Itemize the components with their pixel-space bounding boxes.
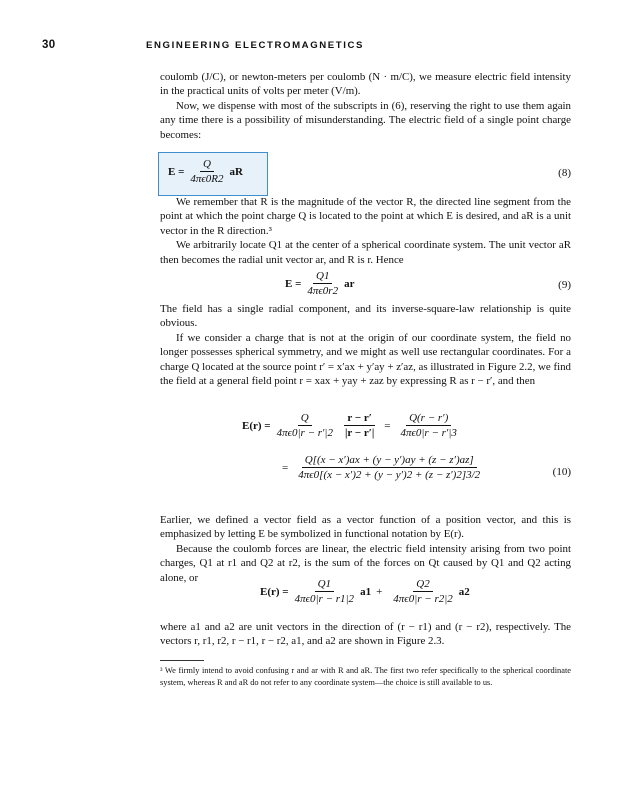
unit-vector: ar	[344, 277, 355, 290]
denominator: 4πϵ0r2	[307, 285, 339, 297]
equation-10	[160, 412, 571, 502]
page-header	[42, 39, 585, 53]
fraction	[390, 578, 455, 605]
paragraph: If we consider a charge that is not at the origin of our coordinate system, the field no longer possesses spherical symmetry, and we might as well use rectangular coordinates. For a charge Q located at the source point r′ = x′ax + y′ay + z′az, as illustrated in Figure 2.2, we find the field at a general field point r = xax + yay + zaz by expressing R as r − r′, and then	[160, 331, 571, 388]
equation-number: (8)	[558, 167, 571, 179]
paragraph: Because the coulomb forces are linear, the electric field intensity arising from two point charges, Q1 at r1 and Q2 at r2, is the sum of the forces on Qt caused by Q1 and Q2 acting alone, or	[160, 542, 571, 584]
fraction	[304, 270, 341, 297]
fraction	[274, 412, 336, 439]
footnote: ³ We firmly intend to avoid confusing r and ar with R and aR. The first two refer specifically to the spherical coordinate system, whereas R and aR do not refer to any coordinate system—the choice is still available to us.	[160, 666, 571, 687]
unit-vector: a2	[458, 585, 470, 598]
eq-lhs: E =	[168, 165, 185, 178]
fraction	[187, 158, 226, 185]
paragraph: We arbitrarily locate Q1 at the center of a spherical coordinate system. The unit vector aR then becomes the radial unit vector ar, and R is r. Hence	[160, 239, 571, 266]
denominator: |r − r′|	[344, 427, 375, 439]
unit-vector: aR	[229, 165, 243, 178]
paragraph: The field has a single radial component, and its inverse-square-law relationship is quite obvious.	[160, 303, 571, 330]
denominator: 4πϵ0|r − r2|2	[393, 593, 453, 605]
equals-sign: =	[384, 419, 391, 432]
text-block-5	[160, 620, 571, 649]
numerator: Q[(x − x′)ax + (y − y′)ay + (z − z′)az]	[302, 454, 477, 468]
text-block-3	[160, 302, 571, 388]
denominator: 4πϵ0R2	[190, 173, 224, 185]
paragraph: coulomb (J/C), or newton-meters per coulomb (N · m/C), we measure electric field intensity in the practical units of volts per meter (V/m).	[160, 71, 571, 98]
text-block-1	[160, 70, 571, 142]
equation-11	[160, 578, 571, 614]
fraction	[292, 578, 357, 605]
denominator: 4πϵ0|r − r1|2	[294, 593, 355, 605]
running-title: ENGINEERING ELECTROMAGNETICS	[146, 40, 365, 51]
equation-number: (10)	[552, 466, 571, 478]
fraction	[342, 412, 377, 439]
paragraph: Earlier, we defined a vector field as a vector function of a position vector, and this is emphasized by letting E be symbolized in functional notation by E(r).	[160, 514, 571, 541]
numerator: r − r′	[344, 412, 374, 426]
numerator: Q(r − r′)	[406, 412, 451, 426]
paragraph: We remember that R is the magnitude of the vector R, the directed line segment from the point at which the point charge Q is located to the point at which E is desired, and aR is a unit vector in the R direction.³	[160, 196, 571, 237]
denominator: 4πϵ0|r − r′|3	[400, 427, 457, 439]
eq-lhs: E =	[285, 277, 302, 290]
eq-lhs: E(r) =	[242, 419, 271, 432]
numerator: Q2	[413, 578, 432, 592]
plus-sign: +	[376, 585, 383, 598]
page-number: 30	[42, 39, 56, 51]
paragraph: Now, we dispense with most of the subscripts in (6), reserving the right to use them again any time there is a possibility of misunderstanding. The electric field of a single point charge becomes:	[160, 99, 571, 141]
footnote-rule	[160, 660, 204, 661]
numerator: Q1	[313, 270, 332, 284]
text-block-2	[160, 195, 571, 267]
unit-vector: a1	[360, 585, 372, 598]
eq-lhs: E(r) =	[260, 585, 289, 598]
numerator: Q	[200, 158, 214, 172]
numerator: Q1	[315, 578, 334, 592]
fraction	[397, 412, 459, 439]
equation-9	[160, 270, 571, 304]
fraction	[295, 454, 483, 481]
denominator: 4πϵ0|r − r′|2	[276, 427, 333, 439]
text-block-4	[160, 513, 571, 585]
equation-number: (9)	[558, 279, 571, 291]
equals-sign: =	[282, 461, 289, 474]
equation-8	[160, 152, 571, 196]
denominator: 4πϵ0[(x − x′)2 + (y − y′)2 + (z − z′)2]3/2	[298, 469, 481, 481]
numerator: Q	[298, 412, 312, 426]
paragraph: where a1 and a2 are unit vectors in the direction of (r − r1) and (r − r2), respectively. The vectors r, r1, r2, r − r1, r − r2, a1, and a2 are shown in Figure 2.3.	[160, 621, 571, 648]
